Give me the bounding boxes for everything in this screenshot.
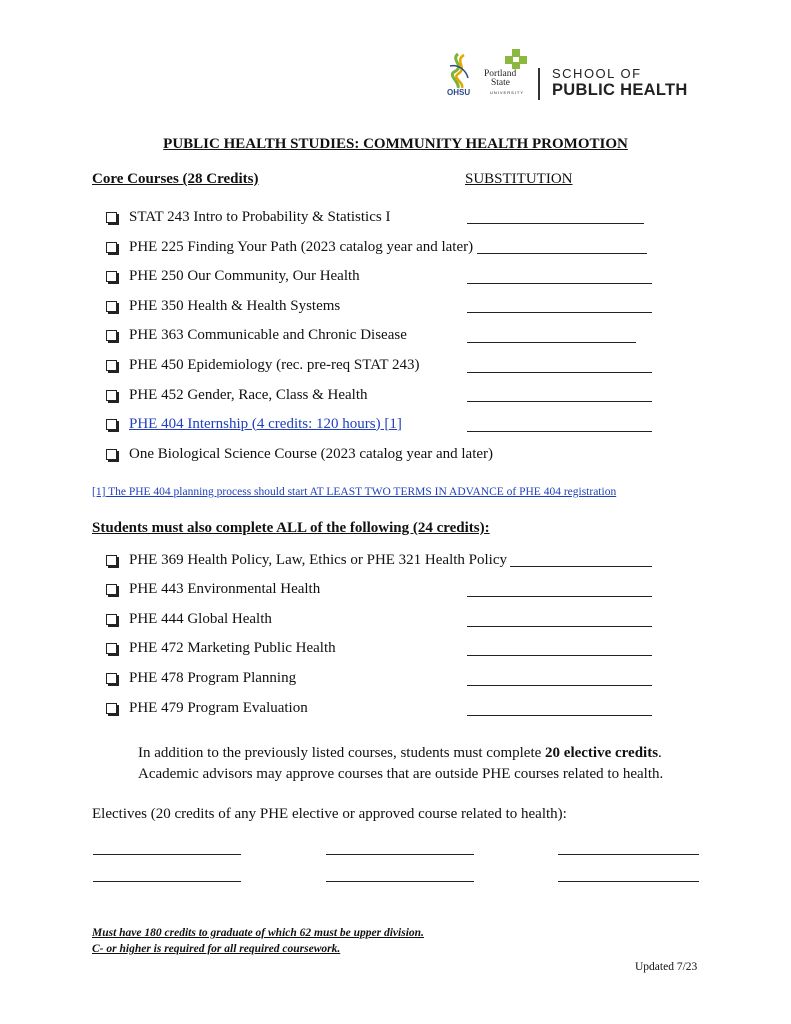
core-courses-heading: Core Courses (28 Credits) (92, 171, 259, 187)
substitution-line[interactable] (477, 253, 647, 254)
logo-divider (538, 68, 540, 100)
course-label: PHE 369 Health Policy, Law, Ethics or PHE 321 Health Policy (129, 551, 508, 568)
ohsu-logo-icon (444, 52, 472, 90)
substitution-line[interactable] (467, 401, 652, 402)
course-row (106, 354, 420, 376)
course-row (106, 608, 272, 630)
checkbox[interactable] (106, 212, 117, 223)
course-row (106, 324, 407, 346)
substitution-line[interactable] (467, 372, 652, 373)
course-row (106, 667, 296, 689)
updated-date: Updated 7/23 (635, 961, 698, 973)
checkbox[interactable] (106, 301, 117, 312)
graduation-requirement-note: Must have 180 credits to graduate of which 62 must be upper division. (92, 927, 424, 939)
checkbox[interactable] (106, 360, 117, 371)
elective-line[interactable] (326, 881, 474, 882)
course-label: PHE 225 Finding Your Path (2023 catalog year and later) (129, 238, 474, 255)
footnote-link[interactable]: [1] The PHE 404 planning process should start AT LEAST TWO TERMS IN ADVANCE of PHE 404 registration (92, 486, 617, 498)
course-row (106, 578, 320, 600)
required-courses-heading: Students must also complete ALL of the following (24 credits): (92, 520, 490, 536)
header-logos (440, 48, 700, 102)
substitution-line[interactable] (467, 596, 652, 597)
psu-logo-icon (504, 48, 528, 70)
elective-paragraph-line1: In addition to the previously listed courses, students must complete 20 elective credits. (138, 745, 662, 761)
course-row (106, 384, 368, 406)
course-label: PHE 479 Program Evaluation (129, 699, 308, 716)
course-row (106, 236, 473, 258)
course-row (106, 443, 493, 465)
course-label: PHE 452 Gender, Race, Class & Health (129, 386, 368, 403)
course-row (106, 265, 360, 287)
school-of-label: SCHOOL OF (552, 66, 642, 81)
course-label: PHE 450 Epidemiology (rec. pre-req STAT 243) (129, 356, 420, 373)
substitution-line[interactable] (467, 312, 652, 313)
checkbox[interactable] (106, 271, 117, 282)
checkbox[interactable] (106, 419, 117, 430)
course-row (106, 295, 340, 317)
checkbox[interactable] (106, 614, 117, 625)
checkbox[interactable] (106, 584, 117, 595)
substitution-line[interactable] (467, 342, 636, 343)
course-row (106, 697, 308, 719)
elective-line[interactable] (326, 854, 474, 855)
course-row (106, 206, 390, 228)
internship-link[interactable]: PHE 404 Internship (4 credits: 120 hours) [1] (129, 415, 402, 432)
elective-paragraph-line2: Academic advisors may approve courses that are outside PHE courses related to health. (138, 766, 664, 782)
substitution-line[interactable] (467, 223, 644, 224)
psu-wordmark: Portland State UNIVERSITY (484, 69, 525, 95)
checkbox[interactable] (106, 390, 117, 401)
course-row (106, 637, 336, 659)
course-row (106, 413, 402, 435)
course-label: STAT 243 Intro to Probability & Statistics I (129, 208, 391, 225)
checkbox[interactable] (106, 643, 117, 654)
substitution-line[interactable] (467, 626, 652, 627)
substitution-line[interactable] (467, 431, 652, 432)
course-label: PHE 472 Marketing Public Health (129, 639, 336, 656)
course-label: PHE 363 Communicable and Chronic Disease (129, 326, 407, 343)
substitution-line[interactable] (467, 715, 652, 716)
substitution-line[interactable] (467, 655, 652, 656)
substitution-heading: SUBSTITUTION (465, 171, 573, 187)
electives-label: Electives (20 credits of any PHE elective or approved course related to health): (92, 806, 567, 822)
elective-line[interactable] (558, 881, 699, 882)
public-health-label: PUBLIC HEALTH (552, 81, 688, 99)
course-row (106, 549, 507, 571)
course-label: PHE 444 Global Health (129, 610, 272, 627)
checkbox[interactable] (106, 242, 117, 253)
course-label: One Biological Science Course (2023 catalog year and later) (129, 445, 494, 462)
course-label: PHE 443 Environmental Health (129, 580, 321, 597)
substitution-line[interactable] (467, 685, 652, 686)
checkbox[interactable] (106, 673, 117, 684)
ohsu-wordmark: OHSU (447, 88, 471, 97)
course-label: PHE 250 Our Community, Our Health (129, 267, 360, 284)
checkbox[interactable] (106, 703, 117, 714)
elective-line[interactable] (93, 881, 241, 882)
elective-line[interactable] (558, 854, 699, 855)
checkbox[interactable] (106, 449, 117, 460)
page-title: PUBLIC HEALTH STUDIES: COMMUNITY HEALTH PROMOTION (163, 136, 628, 152)
grade-requirement-note: C- or higher is required for all required coursework. (92, 943, 341, 955)
substitution-line[interactable] (467, 283, 652, 284)
course-label: PHE 478 Program Planning (129, 669, 297, 686)
checkbox[interactable] (106, 555, 117, 566)
checkbox[interactable] (106, 330, 117, 341)
substitution-line[interactable] (510, 566, 652, 567)
elective-line[interactable] (93, 854, 241, 855)
course-label: PHE 350 Health & Health Systems (129, 297, 341, 314)
